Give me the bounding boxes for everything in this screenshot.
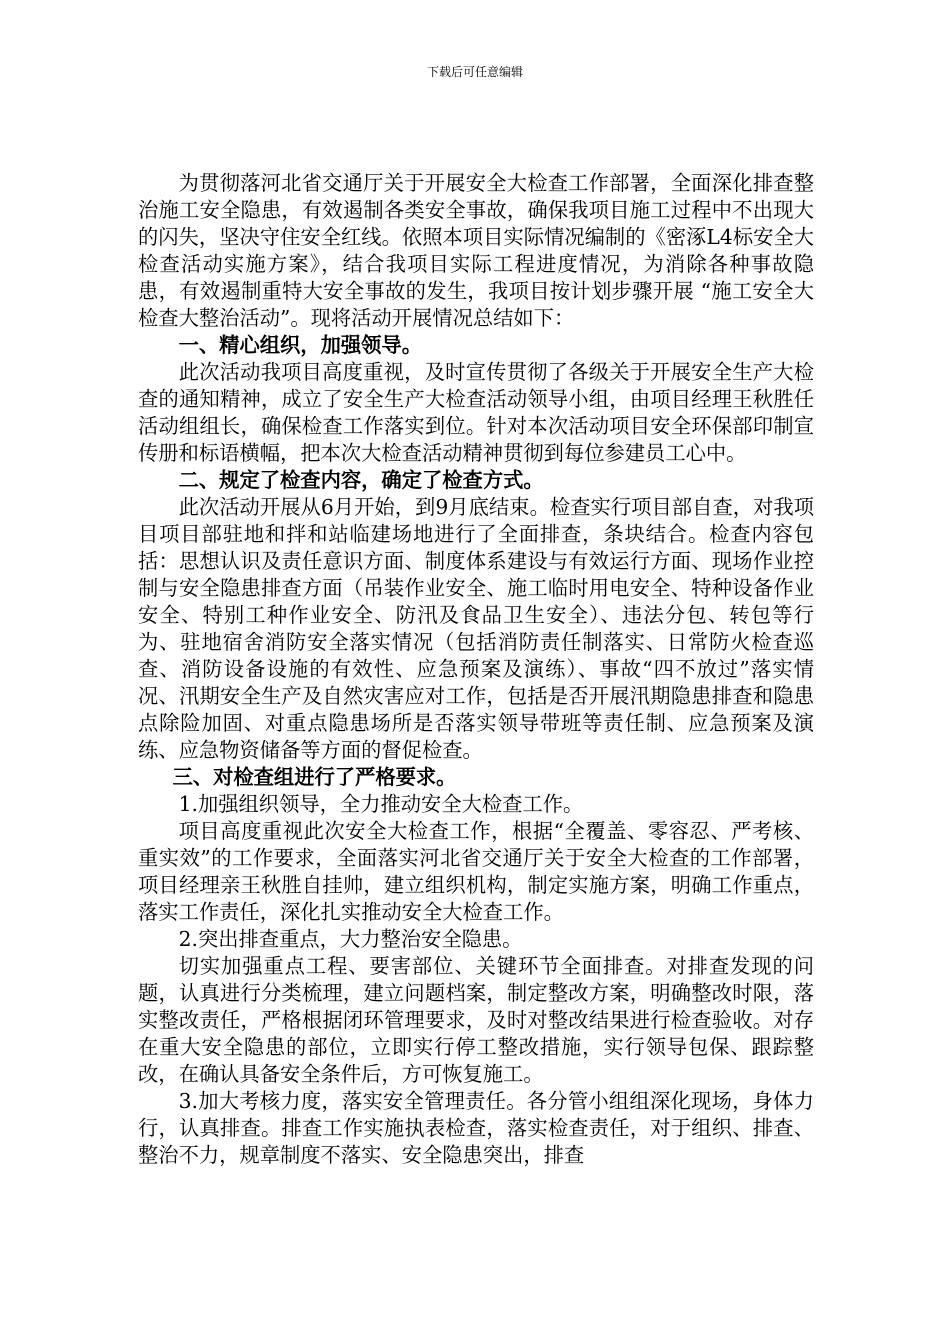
- section-heading-3: 三、对检查组进行了严格要求。: [172, 765, 457, 789]
- section-2-paragraph: 此次活动开展从6月开始，到9月底结束。检查实行项目部自查，对我项目项目部驻地和拌和站临建场地进行了全面排查，条块结合。检查内容包括：思想认识及责任意识方面、制度体系建设与有效运行方面、现场作业控制与安全隐患排查方面（吊装作业安全、施工临时用电安全、特种设备作业安全、特别工种作业安全、防汛及食品卫生安全）、违法分包、转包等行为、驻地宿舍消防安全落实情况（包括消防责任制落实、日常防火检查巡查、消防设备设施的有效性、应急预案及演练）、事故“四不放过”落实情况、汛期安全生产及自然灾害应对工作，包括是否开展汛期隐患排查和隐患点除险加固、对重点隐患场所是否落实领导带班等责任制、应急预案及演练、应急物资储备等方面的督促检查。: [138, 495, 814, 762]
- document-body: [138, 170, 814, 1169]
- subsection-3-paragraph: 3.加大考核力度，落实安全管理责任。各分管小组组深化现场，身体力行，认真排查。排查工作实施执表检查，落实检查责任，对于组织、排查、整治不力，规章制度不落实、安全隐患突出，排查: [138, 1089, 814, 1167]
- page-header-note: 下载后可任意编辑: [426, 65, 523, 79]
- subsection-1-title: 1.加强组织领导，全力推动安全大检查工作。: [178, 792, 584, 816]
- section-heading-1: 一、精心组织，加强领导。: [178, 333, 422, 357]
- intro-paragraph: 为贯彻落河北省交通厅关于开展安全大检查工作部署，全面深化排查整治施工安全隐患，有效遏制各类安全事故，确保我项目施工过程中不出现大的闪失，坚决守住安全红线。依照本项目实际情况编制的《密涿L4标安全大检查活动实施方案》，结合我项目实际工程进度情况，为消除各种事故隐患，有效遏制重特大安全事故的发生，我项目按计划步骤开展 “施工安全大检查大整治活动”。现将活动开展情况总结如下：: [138, 171, 814, 330]
- subsection-2-paragraph: 切实加强重点工程、要害部位、关键环节全面排查。对排查发现的问题，认真进行分类梳理，建立问题档案，制定整改方案，明确整改时限，落实整改责任，严格根据闭环管理要求，及时对整改结果进行检查验收。对存在重大安全隐患的部位，立即实行停工整改措施，实行领导包保、跟踪整改，在确认具备安全条件后，方可恢复施工。: [138, 954, 814, 1086]
- section-1-paragraph: 此次活动我项目高度重视，及时宣传贯彻了各级关于开展安全生产大检查的通知精神，成立了安全生产大检查活动领导小组，由项目经理王秋胜任活动组组长，确保检查工作落实到位。针对本次活动项目安全环保部印制宣传册和标语横幅，把本次大检查活动精神贯彻到每位参建员工心中。: [138, 360, 814, 465]
- subsection-1-paragraph: 项目高度重视此次安全大检查工作，根据“全覆盖、零容忍、严考核、重实效”的工作要求，全面落实河北省交通厅关于安全大检查的工作部署，项目经理亲王秋胜自挂帅，建立组织机构，制定实施方案，明确工作重点，落实工作责任，深化扎实推动安全大检查工作。: [138, 819, 814, 924]
- subsection-2-title: 2.突出排查重点，大力整治安全隐患。: [178, 927, 523, 951]
- section-heading-2: 二、规定了检查内容，确定了检查方式。: [178, 468, 544, 492]
